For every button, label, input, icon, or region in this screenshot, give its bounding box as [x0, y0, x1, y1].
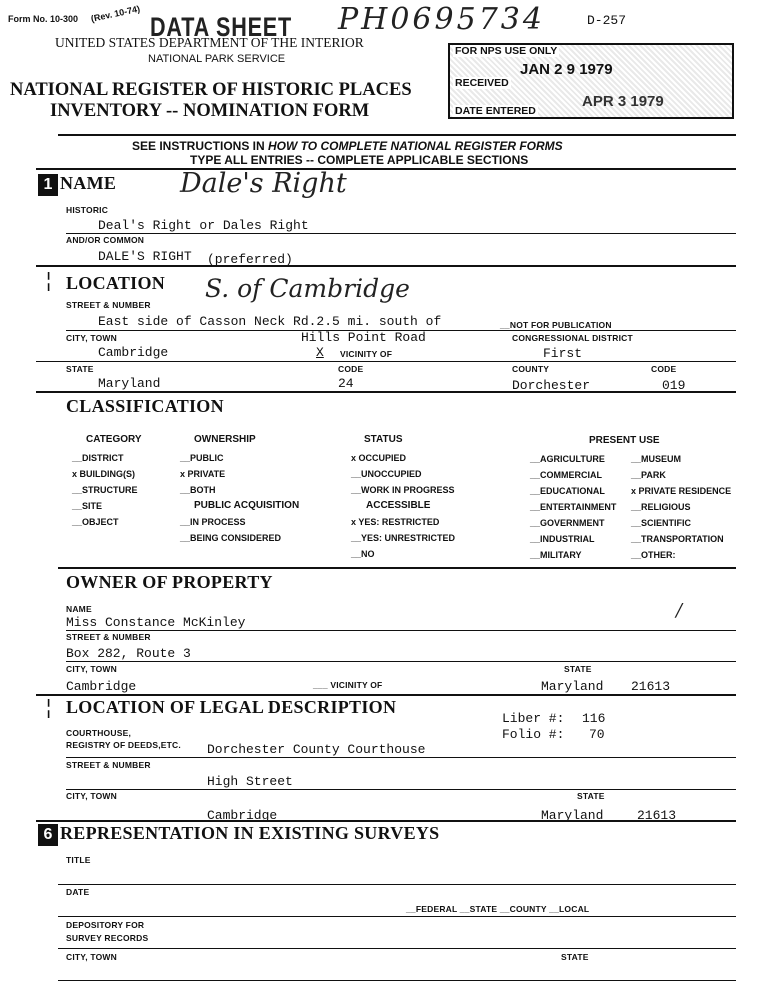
present-use-option: __OTHER: — [631, 550, 676, 560]
d-code: D-257 — [587, 13, 627, 28]
location-street-label: STREET & NUMBER — [66, 300, 151, 310]
courthouse-label: COURTHOUSE, — [66, 728, 132, 738]
vicinity-mark: X — [316, 345, 324, 360]
form-title-line1: NATIONAL REGISTER OF HISTORIC PLACES — [10, 80, 412, 100]
owner-section-rule — [36, 694, 736, 696]
present-use-option: __TRANSPORTATION — [631, 534, 724, 544]
legal-city-value: Cambridge — [207, 808, 278, 823]
location-city-value: Cambridge — [98, 345, 169, 360]
instructions-prefix: SEE INSTRUCTIONS IN — [132, 139, 269, 153]
courthouse-value: Dorchester County Courthouse — [207, 742, 426, 757]
owner-street-label: STREET & NUMBER — [66, 632, 151, 642]
legal-street-value: High Street — [207, 774, 293, 789]
historic-value: Deal's Right or Dales Right — [98, 218, 309, 233]
survey-records-label: SURVEY RECORDS — [66, 933, 149, 943]
nps-use-label: FOR NPS USE ONLY — [455, 45, 558, 57]
survey-levels: __FEDERAL __STATE __COUNTY __LOCAL — [406, 904, 590, 914]
owner-heading: OWNER OF PROPERTY — [66, 572, 273, 592]
location-code2-label: CODE — [651, 364, 677, 374]
department-name: UNITED STATES DEPARTMENT OF THE INTERIOR — [55, 35, 364, 50]
survey-title-label: TITLE — [66, 855, 91, 865]
location-code2-value: 019 — [662, 378, 686, 393]
owner-name-rule — [66, 630, 736, 631]
location-city-label: CITY, TOWN — [66, 333, 117, 343]
location-state-label: STATE — [66, 364, 94, 374]
survey-state-label: STATE — [561, 952, 589, 962]
owner-zip: 21613 — [631, 679, 671, 694]
owner-state-value: Maryland — [541, 679, 604, 694]
category-option: __SITE — [72, 501, 103, 511]
owner-name-label: NAME — [66, 604, 92, 614]
legal-street-label: STREET & NUMBER — [66, 760, 151, 770]
present-use-option: x PRIVATE RESIDENCE — [631, 486, 732, 496]
folio-value: 70 — [589, 727, 605, 742]
ownership-option: x PRIVATE — [180, 469, 226, 479]
owner-city-label: CITY, TOWN — [66, 664, 117, 674]
legal-zip: 21613 — [637, 808, 677, 823]
owner-name-value: Miss Constance McKinley — [66, 615, 246, 630]
location-code-label: CODE — [338, 364, 364, 374]
present-use-option: __EDUCATIONAL — [530, 486, 605, 496]
section-number-1: 1 — [38, 174, 58, 196]
location-code-value: 24 — [338, 376, 354, 391]
instructions-line2: TYPE ALL ENTRIES -- COMPLETE APPLICABLE SECTIONS — [190, 153, 529, 167]
category-option: __STRUCTURE — [72, 485, 138, 495]
legal-city-label: CITY, TOWN — [66, 791, 117, 801]
present-use-option: __RELIGIOUS — [631, 502, 691, 512]
instructions-line1 — [132, 139, 563, 153]
owner-city-value: Cambridge — [66, 679, 137, 694]
status-title: STATUS — [364, 434, 403, 445]
owner-state-label: STATE — [564, 664, 592, 674]
location-county-label: COUNTY — [512, 364, 550, 374]
category-option: __OBJECT — [72, 517, 119, 527]
date-entered-stamp: APR 3 1979 — [582, 93, 664, 110]
received-label: RECEIVED — [455, 77, 509, 89]
location-marker: ¦ — [46, 270, 52, 292]
location-city-rule — [36, 361, 736, 362]
historic-label: HISTORIC — [66, 205, 109, 215]
form-revision: (Rev. 10-74) — [90, 3, 141, 24]
survey-city-label: CITY, TOWN — [66, 952, 117, 962]
name-section-heading — [38, 173, 116, 196]
common-note: (preferred) — [207, 252, 293, 267]
owner-street-value: Box 282, Route 3 — [66, 646, 191, 661]
present-use-option: __GOVERNMENT — [530, 518, 605, 528]
present-use-option: __COMMERCIAL — [530, 470, 603, 480]
depository-label: DEPOSITORY FOR — [66, 920, 145, 930]
accessible-option: __NO — [351, 549, 375, 559]
ownership-option: __PUBLIC — [180, 453, 224, 463]
legal-heading: LOCATION OF LEGAL DESCRIPTION — [66, 697, 397, 717]
service-name: NATIONAL PARK SERVICE — [148, 53, 286, 65]
public-acquisition-option: __IN PROCESS — [180, 517, 246, 527]
present-use-option: __INDUSTRIAL — [530, 534, 595, 544]
folio-label: Folio #: — [502, 727, 565, 742]
survey-date-label: DATE — [66, 887, 90, 897]
classification-heading: CLASSIFICATION — [66, 396, 224, 416]
present-use-option: __ENTERTAINMENT — [530, 502, 617, 512]
owner-vicinity-label: ___ VICINITY OF — [313, 680, 383, 690]
common-label: AND/OR COMMON — [66, 235, 145, 245]
location-street-value-2: Hills Point Road — [301, 330, 426, 345]
status-option: __WORK IN PROGRESS — [351, 485, 455, 495]
congress-value: First — [543, 346, 583, 361]
ownership-option: __BOTH — [180, 485, 216, 495]
owner-checkmark: / — [676, 600, 683, 621]
present-use-option: __MILITARY — [530, 550, 582, 560]
present-use-option: __SCIENTIFIC — [631, 518, 692, 528]
liber-label: Liber #: — [502, 711, 565, 726]
category-option: x BUILDING(S) — [72, 469, 135, 479]
location-handwritten: S. of Cambridge — [205, 274, 410, 303]
common-value: DALE'S RIGHT — [98, 249, 192, 264]
surveys-heading: REPRESENTATION IN EXISTING SURVEYS — [60, 823, 440, 843]
name-section-rule — [36, 265, 736, 267]
present-use-title: PRESENT USE — [589, 435, 660, 446]
congress-label: CONGRESSIONAL DISTRICT — [512, 333, 633, 343]
present-use-option: __PARK — [631, 470, 666, 480]
section-number-6: 6 — [38, 824, 58, 846]
instructions-rule — [36, 168, 736, 170]
survey-title-rule — [58, 884, 736, 885]
form-number: Form No. 10-300 — [8, 14, 79, 24]
vicinity-label: VICINITY OF — [340, 349, 393, 359]
accessible-option: x YES: RESTRICTED — [351, 517, 440, 527]
ownership-title: OWNERSHIP — [194, 434, 256, 445]
survey-date-rule — [58, 916, 736, 917]
nps-use-box — [448, 43, 734, 119]
present-use-option: __AGRICULTURE — [530, 454, 605, 464]
owner-street-rule — [66, 661, 736, 662]
ph-number-handwritten: PH0695734 — [338, 2, 545, 37]
surveys-section-heading — [38, 823, 440, 846]
date-entered-label: DATE ENTERED — [455, 105, 536, 117]
received-date-stamp: JAN 2 9 1979 — [520, 61, 613, 78]
legal-section-rule — [36, 820, 736, 822]
legal-state-value: Maryland — [541, 808, 604, 823]
name-handwritten: Dale's Right — [180, 168, 347, 199]
classification-section-rule — [58, 567, 736, 569]
liber-value: 116 — [582, 711, 606, 726]
header-rule — [58, 134, 736, 136]
present-use-option: __MUSEUM — [631, 454, 682, 464]
category-option: __DISTRICT — [72, 453, 124, 463]
status-option: x OCCUPIED — [351, 453, 407, 463]
survey-city-rule — [58, 980, 736, 981]
legal-street-rule — [66, 789, 736, 790]
location-state-value: Maryland — [98, 376, 161, 391]
data-sheet-stamp: DATA SHEET — [150, 12, 292, 42]
location-street-value: East side of Casson Neck Rd.2.5 mi. south of — [98, 314, 442, 329]
registry-label: REGISTRY OF DEEDS,ETC. — [66, 740, 181, 750]
location-heading: LOCATION — [66, 273, 166, 293]
public-acquisition-option: __BEING CONSIDERED — [180, 533, 282, 543]
accessible-option: __YES: UNRESTRICTED — [351, 533, 456, 543]
instructions-title: HOW TO COMPLETE NATIONAL REGISTER FORMS — [268, 139, 563, 153]
legal-state-label: STATE — [577, 791, 605, 801]
courthouse-rule — [66, 757, 736, 758]
location-county-value: Dorchester — [512, 378, 591, 393]
depository-rule — [58, 948, 736, 949]
public-acquisition-title: PUBLIC ACQUISITION — [194, 500, 300, 511]
name-heading: NAME — [60, 173, 117, 193]
accessible-title: ACCESSIBLE — [366, 500, 431, 511]
historic-rule — [66, 233, 736, 234]
location-section-rule — [36, 391, 736, 393]
category-title: CATEGORY — [86, 434, 142, 445]
status-option: __UNOCCUPIED — [351, 469, 422, 479]
legal-marker: ¦ — [46, 697, 52, 719]
form-title-line2: INVENTORY -- NOMINATION FORM — [50, 101, 370, 121]
not-for-publication: __NOT FOR PUBLICATION — [500, 320, 612, 330]
